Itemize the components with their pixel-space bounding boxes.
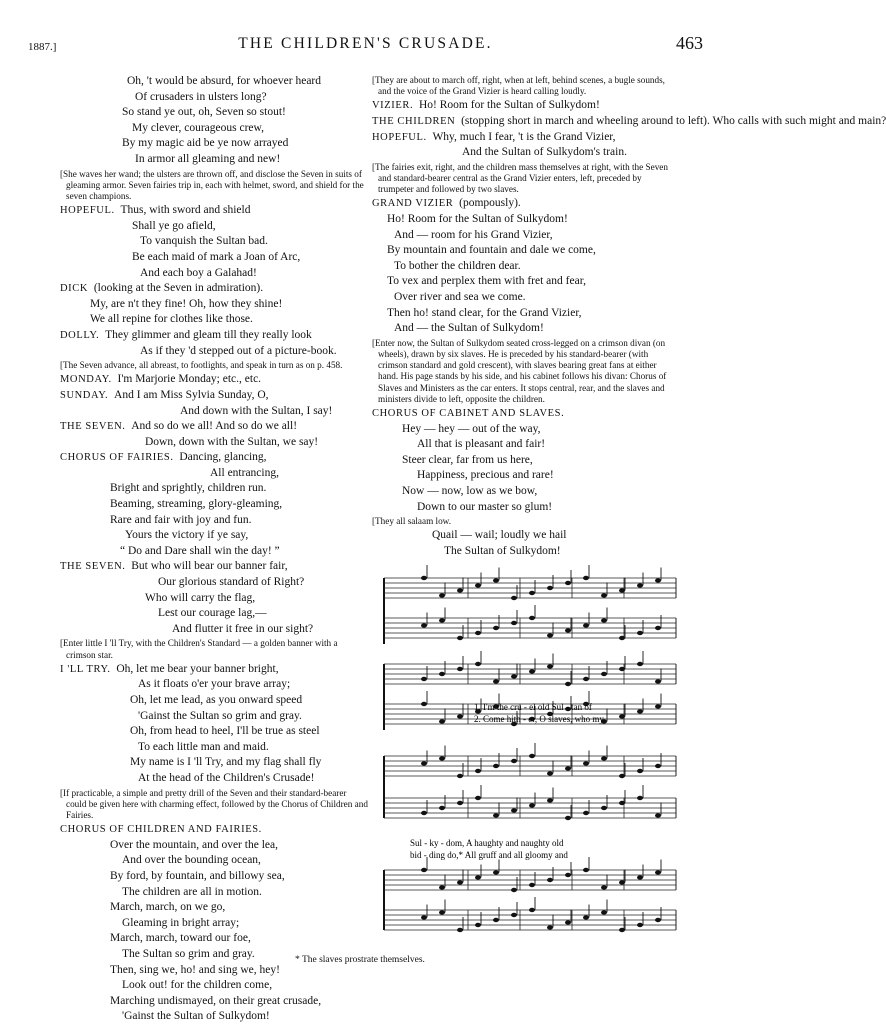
verse-line <box>372 500 676 516</box>
line-text: The Sultan so grim and gray. <box>122 947 255 960</box>
note-head <box>511 808 517 812</box>
stage-direction: [Enter now, the Sultan of Sulkydom seated cross-legged on a crimson divan (on wheels), drawn by six slaves. He is preceded by his standard-bearer (with crimson standard and gold crescent), with slaves bearing great fans at either hand. His page stands by his side, and his cabinet follows his divan: Chorus of Slaves and Ministers as the car enters. It stops central, rear, and the slaves and ministers divide to left, opposite the children. <box>372 337 667 404</box>
line-text: And I am Miss Sylvia Sunday, O, <box>114 388 269 401</box>
verse-line <box>372 243 676 259</box>
note-head <box>457 667 463 671</box>
note-head <box>655 918 661 922</box>
line-text: Dancing, glancing, <box>179 451 267 464</box>
verse-line <box>60 677 368 693</box>
note-head <box>619 636 625 640</box>
speaker-line <box>60 372 368 388</box>
line-text: Shall ye go afield, <box>132 219 216 232</box>
note-head <box>655 578 661 582</box>
note-head <box>439 806 445 810</box>
note-head <box>583 868 589 872</box>
note-head <box>547 586 553 590</box>
verse-line <box>372 422 676 438</box>
note-head <box>529 616 535 620</box>
note-head <box>457 714 463 718</box>
note-head <box>421 702 427 706</box>
line-text: By mountain and fountain and dale we come, <box>387 244 596 257</box>
verse-line <box>60 136 368 152</box>
note-head <box>457 588 463 592</box>
line-text: And so do we all! And so do we all! <box>131 420 298 433</box>
stage-direction: [If practicable, a simple and pretty drill of the Seven and their standard-bearer could be given here with charming effect, followed by the Chorus of Children and Fairies. <box>60 787 368 820</box>
verse-line <box>372 321 676 337</box>
note-head <box>601 910 607 914</box>
lyric-line: Sul - ky - dom, A haughty and naughty old <box>410 838 564 848</box>
note-head <box>565 581 571 585</box>
verse-line <box>372 290 676 306</box>
note-head <box>529 669 535 673</box>
verse-line <box>60 266 368 282</box>
speaker-line <box>60 281 368 297</box>
speaker-name: DOLLY. <box>60 329 100 341</box>
note-head <box>493 626 499 630</box>
verse-line <box>60 481 368 497</box>
stage-direction: [The Seven advance, all abreast, to footlights, and speak in turn as on p. 458. <box>60 360 343 371</box>
header-title: THE CHILDREN'S CRUSADE. <box>238 35 493 52</box>
line-text: The Sultan of Sulkydom! <box>444 544 561 557</box>
note-head <box>565 920 571 924</box>
line-text: My name is I 'll Try, and my flag shall fly <box>130 756 322 769</box>
line-text: (stopping short in march and wheeling around to left). Who calls with such might and main? <box>461 115 886 127</box>
line-text: By my magic aid be ye now arrayed <box>122 137 289 150</box>
note-head <box>529 754 535 758</box>
line-text: Down to our master so glum! <box>417 500 553 513</box>
line-text: Yours the victory if ye say, <box>125 529 249 542</box>
note-head <box>547 798 553 802</box>
speaker-name: VIZIER. <box>372 100 414 112</box>
verse-line <box>372 145 676 161</box>
lyric-line: 2. Come hith - er, O slaves, who my <box>474 714 604 724</box>
verse-line <box>372 484 676 500</box>
note-head <box>637 923 643 927</box>
note-head <box>565 682 571 686</box>
speaker-name: SUNDAY. <box>60 389 109 401</box>
note-head <box>547 878 553 882</box>
note-head <box>547 771 553 775</box>
line-text: In armor all gleaming and new! <box>135 152 281 165</box>
note-head <box>511 621 517 625</box>
page-number: 463 <box>676 33 703 53</box>
note-head <box>637 875 643 879</box>
verse-line <box>60 234 368 250</box>
note-head <box>421 868 427 872</box>
note-head <box>619 588 625 592</box>
note-head <box>421 623 427 627</box>
verse-line <box>60 771 368 787</box>
note-head <box>547 925 553 929</box>
line-text: Our glorious standard of Right? <box>158 576 305 589</box>
note-head <box>475 769 481 773</box>
verse-line <box>60 74 368 90</box>
verse-line <box>372 274 676 290</box>
note-head <box>475 583 481 587</box>
note-head <box>601 756 607 760</box>
speaker-line <box>60 559 368 575</box>
note-head <box>421 915 427 919</box>
note-head <box>601 672 607 676</box>
note-head <box>583 915 589 919</box>
line-text: As it floats o'er your brave array; <box>138 678 291 691</box>
header-year: 1887.] <box>28 41 57 53</box>
note-head <box>439 910 445 914</box>
note-head <box>565 873 571 877</box>
note-head <box>457 774 463 778</box>
speaker-name: THE CHILDREN <box>372 116 456 127</box>
note-head <box>655 626 661 630</box>
line-text: Quail — wail; loudly we hail <box>432 529 567 542</box>
verse-line <box>60 105 368 121</box>
note-head <box>619 880 625 884</box>
note-head <box>529 803 535 807</box>
line-text: They glimmer and gleam till they really look <box>105 328 312 341</box>
lyric-line: bid - ding do,* All gruff and all gloomy and <box>410 850 568 860</box>
verse-line <box>60 250 368 266</box>
verse-line <box>60 544 368 560</box>
speaker-line <box>60 450 368 466</box>
line-text: And flutter it free in our sight? <box>172 622 314 635</box>
note-head <box>583 811 589 815</box>
speaker-line <box>372 130 676 146</box>
note-head <box>493 918 499 922</box>
lyric-line: 1. I'm the cru - el old Sul - tan of <box>474 702 592 712</box>
note-head <box>439 672 445 676</box>
verse-line <box>60 916 368 932</box>
speaker-line <box>60 203 368 219</box>
line-text: Then, sing we, ho! and sing we, hey! <box>110 963 280 976</box>
line-text: March, march, toward our foe, <box>110 932 251 945</box>
verse-line <box>60 885 368 901</box>
line-text: And down with the Sultan, I say! <box>180 404 333 417</box>
verse-line <box>372 453 676 469</box>
verse-line <box>60 344 368 360</box>
line-text: (pompously). <box>459 197 521 210</box>
line-text: Then ho! stand clear, for the Grand Vizier, <box>387 306 582 319</box>
verse-line <box>372 468 676 484</box>
line-text: Oh, let me bear your banner bright, <box>116 662 279 675</box>
note-head <box>655 813 661 817</box>
note-head <box>601 806 607 810</box>
note-head <box>619 928 625 932</box>
note-head <box>547 664 553 668</box>
note-head <box>583 623 589 627</box>
note-head <box>493 679 499 683</box>
line-text: March, march, on we go, <box>110 901 226 914</box>
left-column <box>60 74 368 1025</box>
line-text: We all repine for clothes like those. <box>90 313 253 326</box>
note-head <box>637 709 643 713</box>
line-text: “ Do and Dare shall win the day! ” <box>120 544 280 557</box>
note-head <box>583 576 589 580</box>
note-head <box>511 913 517 917</box>
line-text: Be each maid of mark a Joan of Arc, <box>132 250 301 263</box>
line-text: As if they 'd stepped out of a picture-book. <box>140 344 337 357</box>
note-head <box>637 662 643 666</box>
speaker-line <box>372 406 676 422</box>
line-text: And each boy a Galahad! <box>140 266 257 279</box>
note-head <box>637 796 643 800</box>
verse-line <box>60 121 368 137</box>
stage-direction: [The fairies exit, right, and the children mass themselves at right, with the Seven and standard-bearer central as the Grand Vizier enters, left, preceded by trumpeter and followed by two slaves. <box>372 161 668 195</box>
note-head <box>565 766 571 770</box>
note-head <box>529 591 535 595</box>
note-head <box>421 576 427 580</box>
verse-line <box>60 1009 368 1025</box>
note-head <box>493 813 499 817</box>
verse-line <box>60 931 368 947</box>
verse-line <box>372 528 676 544</box>
line-text: To each little man and maid. <box>138 740 269 753</box>
speaker-name: GRAND VIZIER <box>372 198 454 210</box>
note-head <box>637 631 643 635</box>
verse-line <box>60 755 368 771</box>
music-score <box>376 570 682 950</box>
note-head <box>619 774 625 778</box>
speaker-name: THE SEVEN. <box>60 421 126 433</box>
line-text: Down, down with the Sultan, we say! <box>145 435 319 448</box>
speaker-line <box>60 662 368 678</box>
note-head <box>439 885 445 889</box>
verse-line <box>60 978 368 994</box>
note-head <box>601 593 607 597</box>
note-head <box>475 796 481 800</box>
line-text: Now — now, low as we bow, <box>402 484 538 497</box>
verse-line <box>372 212 676 228</box>
speaker-line <box>60 419 368 435</box>
note-head <box>475 631 481 635</box>
speaker-name: CHORUS OF CABINET AND SLAVES. <box>372 407 565 419</box>
stage-direction: [They are about to march off, right, when at left, behind scenes, a bugle sounds, and the voice of the Grand Vizier is heard calling loudly. <box>372 75 665 97</box>
note-head <box>511 674 517 678</box>
note-head <box>493 764 499 768</box>
line-text: Of crusaders in ulsters long? <box>135 90 267 103</box>
verse-line <box>372 228 676 244</box>
verse-line <box>60 497 368 513</box>
verse-line <box>60 312 368 328</box>
verse-line <box>60 693 368 709</box>
line-text: All entrancing, <box>210 466 279 479</box>
verse-line <box>60 575 368 591</box>
note-head <box>655 704 661 708</box>
verse-line <box>60 709 368 725</box>
note-head <box>439 719 445 723</box>
line-text: Marching undismayed, on their great crusade, <box>110 994 322 1007</box>
line-text: Happiness, precious and rare! <box>417 469 554 482</box>
note-head <box>457 636 463 640</box>
speaker-name: MONDAY. <box>60 374 112 386</box>
line-text: Look out! for the children come, <box>122 979 273 992</box>
line-text: To bother the children dear. <box>394 259 521 272</box>
note-head <box>511 596 517 600</box>
line-text: To vanquish the Sultan bad. <box>140 235 268 248</box>
verse-line <box>372 437 676 453</box>
note-head <box>439 618 445 622</box>
verse-line <box>60 606 368 622</box>
line-text: Gleaming in bright array; <box>122 916 240 929</box>
note-head <box>493 870 499 874</box>
verse-line <box>60 528 368 544</box>
verse-line <box>372 544 676 560</box>
line-text: Bright and sprightly, children run. <box>110 482 267 495</box>
note-head <box>511 759 517 763</box>
note-head <box>421 677 427 681</box>
note-head <box>637 583 643 587</box>
note-head <box>547 633 553 637</box>
speaker-name: I 'LL TRY. <box>60 663 111 675</box>
line-text: All that is pleasant and fair! <box>417 438 546 451</box>
note-head <box>529 908 535 912</box>
speaker-name: CHORUS OF FAIRIES. <box>60 452 174 464</box>
line-text: Why, much I fear, 't is the Grand Vizier, <box>432 130 616 143</box>
note-head <box>475 875 481 879</box>
verse-line <box>60 622 368 638</box>
verse-line <box>60 853 368 869</box>
verse-line <box>372 306 676 322</box>
note-head <box>529 883 535 887</box>
line-text: Oh, 't would be absurd, for whoever heard <box>127 75 322 87</box>
note-head <box>493 578 499 582</box>
verse-line <box>60 219 368 235</box>
speaker-line <box>372 114 886 130</box>
speaker-line <box>60 388 368 404</box>
line-text: 'Gainst the Sultan so grim and gray. <box>138 709 302 722</box>
verse-line <box>60 404 368 420</box>
speaker-line <box>60 822 368 838</box>
line-text: To vex and perplex them with fret and fear, <box>387 275 586 288</box>
line-text: At the head of the Children's Crusade! <box>138 771 315 784</box>
line-text: Thus, with sword and shield <box>120 204 251 217</box>
verse-line <box>60 152 368 168</box>
note-head <box>583 677 589 681</box>
speaker-name: DICK <box>60 283 89 295</box>
note-head <box>655 679 661 683</box>
note-head <box>457 880 463 884</box>
note-head <box>439 756 445 760</box>
line-text: Lest our courage lag,— <box>158 607 267 620</box>
line-text: Hey — hey — out of the way, <box>402 422 541 435</box>
note-head <box>457 928 463 932</box>
line-text: Oh, from head to heel, I'll be true as steel <box>130 725 320 738</box>
verse-line <box>60 466 368 482</box>
verse-line <box>60 838 368 854</box>
speaker-line <box>372 98 676 114</box>
line-text: Beaming, streaming, glory-gleaming, <box>110 498 283 511</box>
line-text: Rare and fair with joy and fun. <box>110 513 252 526</box>
stage-direction: [Enter little I 'll Try, with the Children's Standard — a golden banner with a crimson star. <box>60 638 338 660</box>
speaker-name: HOPEFUL. <box>60 205 115 217</box>
note-head <box>511 888 517 892</box>
verse-line <box>60 900 368 916</box>
speaker-line <box>60 328 368 344</box>
line-text: Ho! Room for the Sultan of Sulkydom! <box>418 99 600 112</box>
line-text: My, are n't they fine! Oh, how they shine! <box>90 297 283 310</box>
line-text: By ford, by fountain, and billowy sea, <box>110 869 285 882</box>
line-text: Who will carry the flag, <box>145 591 256 604</box>
speaker-line <box>372 196 676 212</box>
verse-line <box>60 435 368 451</box>
line-text: I'm Marjorie Monday; etc., etc. <box>117 373 262 386</box>
footnote: * The slaves prostrate themselves. <box>295 955 425 965</box>
line-text: Steer clear, far from us here, <box>402 453 533 466</box>
note-head <box>619 714 625 718</box>
note-head <box>619 667 625 671</box>
line-text: And — room for his Grand Vizier, <box>394 228 553 241</box>
note-head <box>439 593 445 597</box>
line-text: My clever, courageous crew, <box>132 121 264 134</box>
verse-line <box>60 869 368 885</box>
verse-line <box>60 591 368 607</box>
line-text: But who will bear our banner fair, <box>131 560 288 573</box>
verse-line <box>60 513 368 529</box>
stage-direction: [They all salaam low. <box>372 516 451 527</box>
note-head <box>583 761 589 765</box>
verse-line <box>372 259 676 275</box>
running-header <box>28 33 703 57</box>
verse-line <box>60 724 368 740</box>
note-head <box>421 811 427 815</box>
line-text: And — the Sultan of Sulkydom! <box>394 322 544 335</box>
speaker-name: CHORUS OF CHILDREN AND FAIRIES. <box>60 824 262 836</box>
note-head <box>655 764 661 768</box>
note-head <box>637 769 643 773</box>
verse-line <box>60 740 368 756</box>
note-head <box>565 816 571 820</box>
verse-line <box>60 994 368 1010</box>
note-head <box>475 923 481 927</box>
line-text: Ho! Room for the Sultan of Sulkydom! <box>387 212 568 225</box>
note-head <box>457 801 463 805</box>
speaker-name: HOPEFUL. <box>372 131 427 143</box>
line-text: 'Gainst the Sultan of Sulkydom! <box>122 1010 270 1023</box>
note-head <box>421 761 427 765</box>
verse-line <box>60 90 368 106</box>
note-head <box>475 662 481 666</box>
right-column <box>372 74 886 560</box>
note-head <box>601 885 607 889</box>
line-text: The children are all in motion. <box>122 885 262 898</box>
verse-line <box>60 297 368 313</box>
line-text: Oh, let me lead, as you onward speed <box>130 694 303 706</box>
note-head <box>619 801 625 805</box>
line-text: Over river and sea we come. <box>394 290 526 303</box>
line-text: So stand ye out, oh, Seven so stout! <box>122 106 286 119</box>
stage-direction: [She waves her wand; the ulsters are thrown off, and disclose the Seven in suits of gleaming armor. Seven fairies trip in, each with helmet, sword, and shield for the seven champions. <box>60 168 364 201</box>
note-head <box>565 628 571 632</box>
note-head <box>601 618 607 622</box>
speaker-name: THE SEVEN. <box>60 561 126 573</box>
line-text: And the Sultan of Sulkydom's train. <box>462 146 627 159</box>
note-head <box>655 870 661 874</box>
line-text: And over the bounding ocean, <box>122 854 261 867</box>
line-text: (looking at the Seven in admiration). <box>93 282 264 295</box>
line-text: Over the mountain, and over the lea, <box>110 838 278 851</box>
